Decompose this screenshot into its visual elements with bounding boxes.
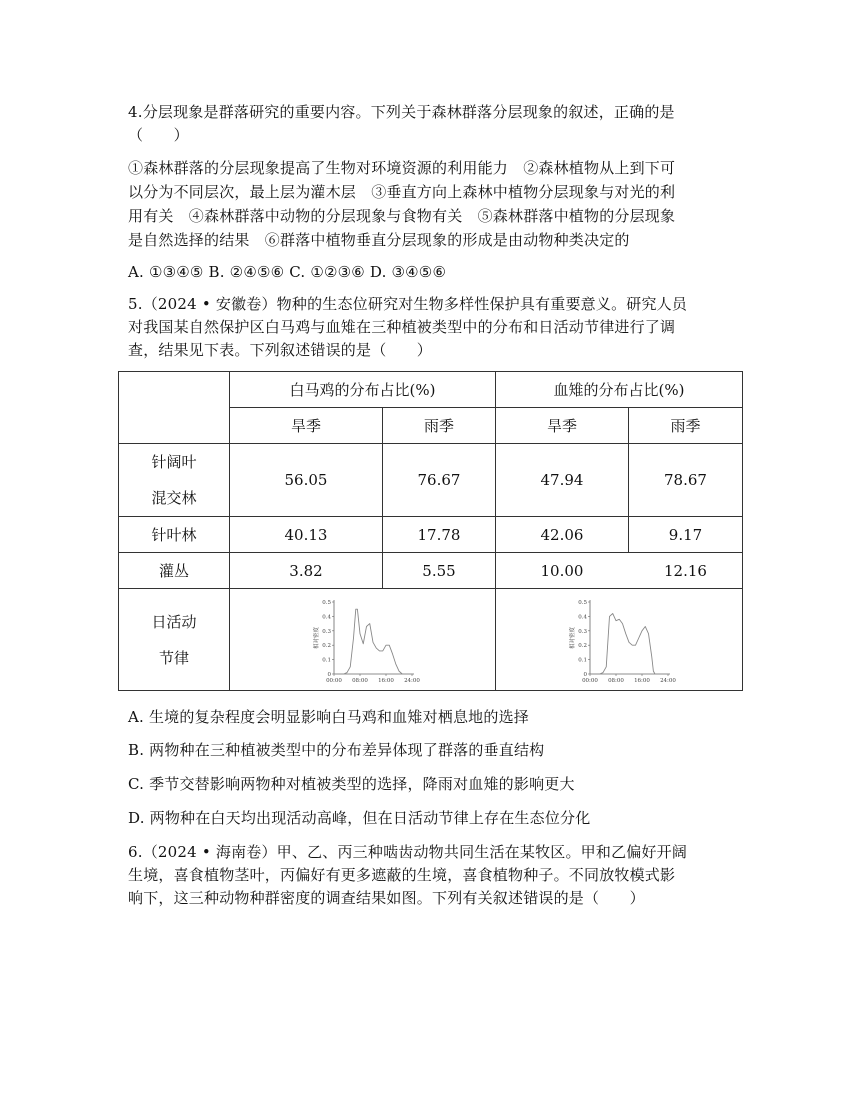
q6-stem-line: 响下，这三种动物种群密度的调查结果如图。下列有关叙述错误的是（ ） <box>128 889 645 907</box>
row-label-line: 节律 <box>158 648 189 667</box>
row-label-shrub: 灌丛 <box>119 553 230 589</box>
y-tick-label: 0.4 <box>321 613 331 620</box>
table-cell: 17.78 <box>383 517 496 553</box>
x-tick-label: 16:00 <box>377 677 394 684</box>
table-subheader-rainy: 雨季 <box>383 408 496 444</box>
q5-stem-line: 查，结果见下表。下列叙述错误的是（ ） <box>128 341 433 359</box>
table-row <box>119 553 743 589</box>
table-cell: 42.06 <box>496 517 629 553</box>
y-tick-label: 0.4 <box>578 613 587 620</box>
y-tick-label: 0 <box>327 671 331 678</box>
row-label-line: 针阔叶 <box>151 453 197 471</box>
q4-statement-line: 用有关 ④森林群落中动物的分层现象与食物有关 ⑤森林群落中植物的分层现象 <box>128 207 676 225</box>
row-label-line: 日活动 <box>151 612 197 631</box>
q4-statement-line: 以分为不同层次，最上层为灌木层 ③垂直方向上森林中植物分层现象与对光的利 <box>128 183 676 201</box>
series-line <box>334 609 412 674</box>
y-tick-label: 0.1 <box>578 657 587 664</box>
x-tick-label: 24:00 <box>660 677 676 684</box>
series-line <box>590 613 668 673</box>
table-subheader-rainy: 雨季 <box>629 408 743 444</box>
y-tick-label: 0.3 <box>321 628 331 635</box>
table-header-bai-ma-ji: 白马鸡的分布占比(%) <box>230 372 496 408</box>
table-cell: 5.55 <box>383 553 496 589</box>
q6-stem-line: 生境，喜食植物茎叶，丙偏好有更多遮蔽的生境，喜食植物种子。不同放牧模式影 <box>128 866 676 884</box>
x-tick-label: 08:00 <box>608 677 624 684</box>
table-cell: 12.16 <box>629 553 743 589</box>
x-tick-label: 00:00 <box>325 677 342 684</box>
x-tick-label: 08:00 <box>351 677 368 684</box>
row-label-mixed-forest <box>119 444 230 517</box>
q6-stem-line: 6.（2024 • 海南卷）甲、乙、丙三种啮齿动物共同生活在某牧区。甲和乙偏好开阔 <box>128 843 688 861</box>
y-axis-label: 相对密度 <box>313 626 320 649</box>
q5-answer-d: D. 两物种在白天均出现活动高峰，但在日活动节律上存在生态位分化 <box>128 809 591 827</box>
q5-answer-b: B. 两物种在三种植被类型中的分布差异体现了群落的垂直结构 <box>128 741 545 759</box>
table-row <box>119 589 743 691</box>
q4-statement-line: 是自然选择的结果 ⑥群落中植物垂直分层现象的形成是由动物种类决定的 <box>128 231 630 249</box>
activity-chart-bai-ma-ji <box>304 594 422 686</box>
table-cell: 76.67 <box>383 444 496 517</box>
q5-stem-line: 5.（2024 • 安徽卷）物种的生态位研究对生物多样性保护具有重要意义。研究人员 <box>128 295 688 313</box>
y-tick-label: 0.3 <box>578 628 587 635</box>
q5-data-table <box>118 371 743 691</box>
table-subheader-dry: 旱季 <box>230 408 383 444</box>
table-cell: 3.82 <box>230 553 383 589</box>
activity-chart-xue-zhi <box>560 594 678 686</box>
row-label-activity <box>119 589 230 691</box>
x-tick-label: 00:00 <box>582 677 598 684</box>
q5-answer-c: C. 季节交替影响两物种对植被类型的选择，降雨对血雉的影响更大 <box>128 775 575 793</box>
table-corner-cell <box>119 372 230 444</box>
table-row <box>119 517 743 553</box>
y-axis-label: 相对密度 <box>570 626 576 649</box>
table-cell: 40.13 <box>230 517 383 553</box>
y-tick-label: 0.2 <box>321 642 331 649</box>
y-tick-label: 0.2 <box>578 642 587 649</box>
q4-stem-line1: 4.分层现象是群落研究的重要内容。下列关于森林群落分层现象的叙述，正确的是 <box>128 103 675 121</box>
table-subheader-dry: 旱季 <box>496 408 629 444</box>
q5-stem-line: 对我国某自然保护区白马鸡与血雉在三种植被类型中的分布和日活动节律进行了调 <box>128 318 676 336</box>
table-cell: 10.00 <box>496 553 629 589</box>
table-cell: 9.17 <box>629 517 743 553</box>
x-tick-label: 24:00 <box>403 677 420 684</box>
table-row <box>119 444 743 517</box>
table-cell: 47.94 <box>496 444 629 517</box>
table-cell: 56.05 <box>230 444 383 517</box>
row-label-conifer-forest: 针叶林 <box>119 517 230 553</box>
row-label-line: 混交林 <box>151 489 197 507</box>
y-tick-label: 0.5 <box>321 599 331 606</box>
activity-chart-cell-bai-ma-ji <box>230 589 496 691</box>
y-tick-label: 0 <box>583 671 587 678</box>
x-tick-label: 16:00 <box>634 677 650 684</box>
q4-options: A. ①③④⑤ B. ②④⑤⑥ C. ①②③⑥ D. ③④⑤⑥ <box>128 263 447 281</box>
q4-stem-line2: （ ） <box>128 126 189 144</box>
y-tick-label: 0.5 <box>578 599 587 606</box>
q4-statement-line: ①森林群落的分层现象提高了生物对环境资源的利用能力 ②森林植物从上到下可 <box>128 159 676 177</box>
y-tick-label: 0.1 <box>321 657 331 664</box>
q5-answer-a: A. 生境的复杂程度会明显影响白马鸡和血雉对栖息地的选择 <box>128 708 529 726</box>
activity-chart-cell-xue-zhi <box>496 589 743 691</box>
table-header-xue-zhi: 血雉的分布占比(%) <box>496 372 743 408</box>
table-cell: 78.67 <box>629 444 743 517</box>
